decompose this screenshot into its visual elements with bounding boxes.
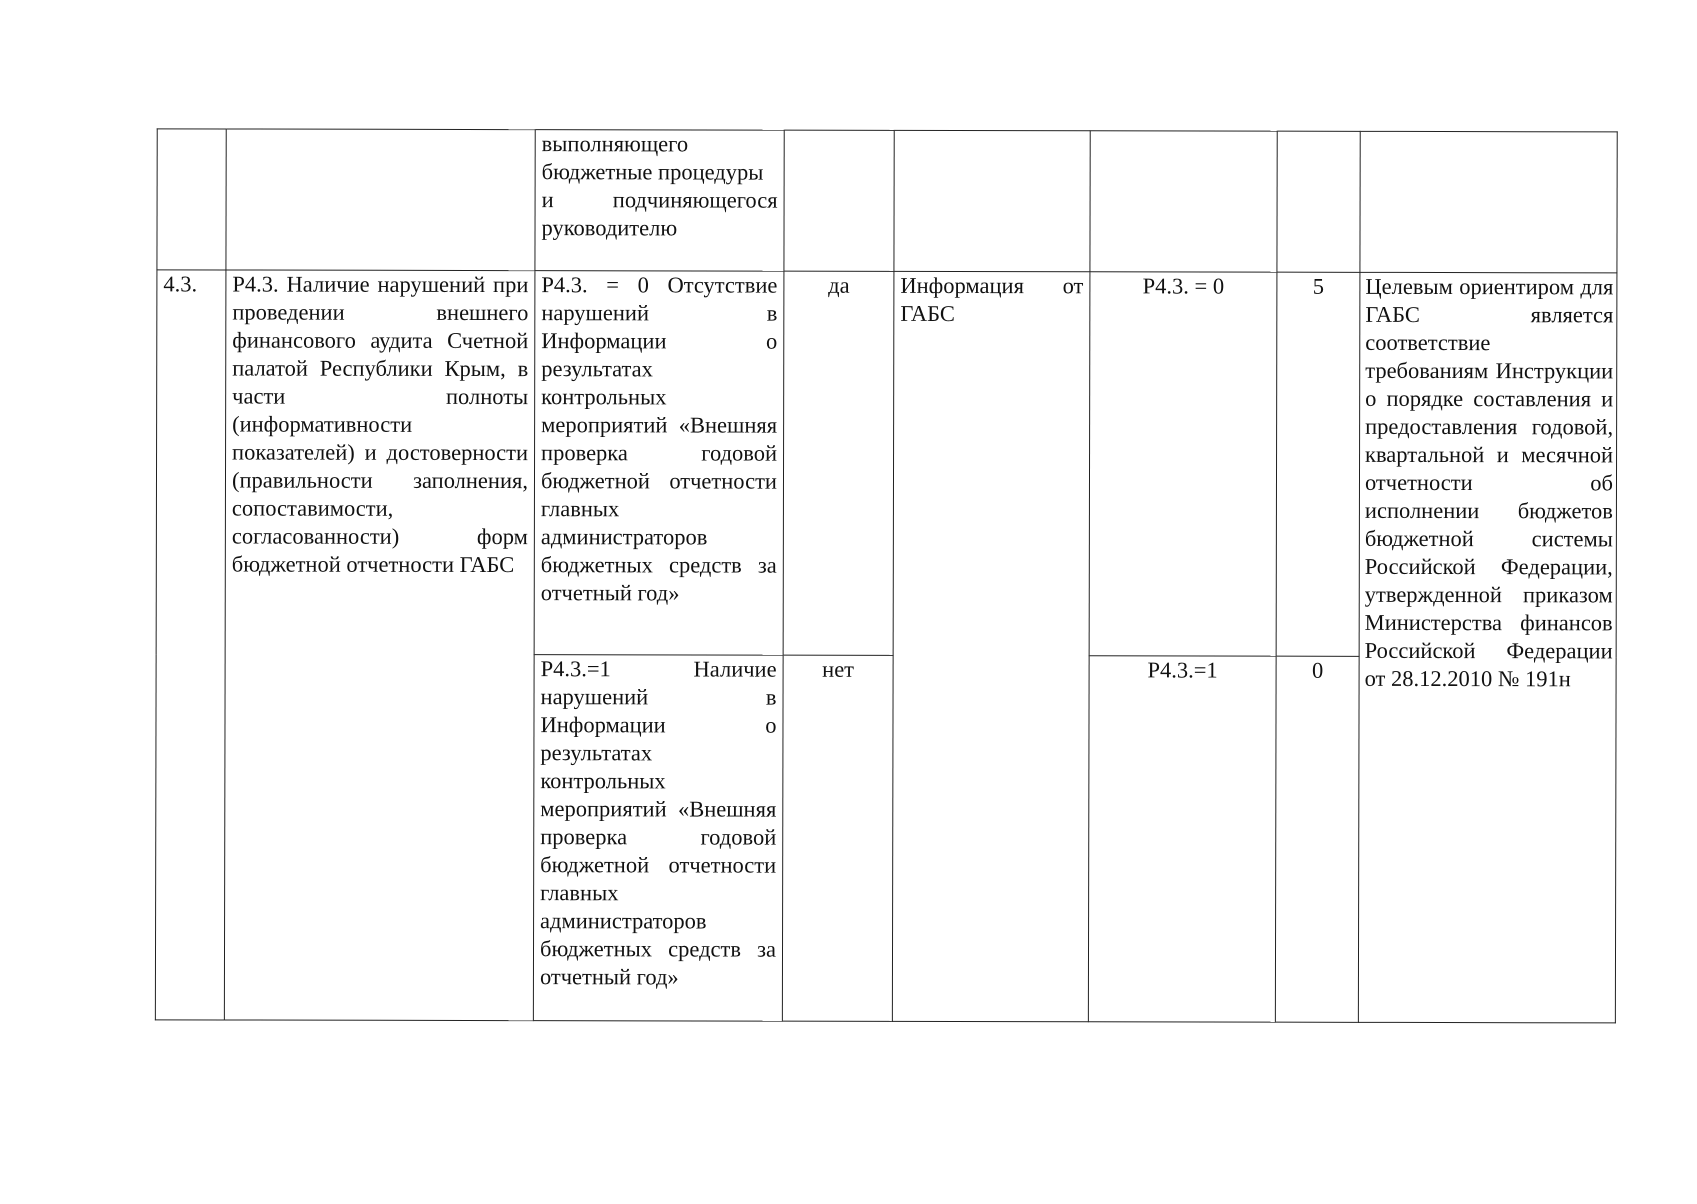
answer-text: да — [828, 272, 850, 298]
continuation-line: бюджетные процедуры — [541, 159, 764, 185]
condition-text: P4.3. = 0 Отсутствие нарушений в Информации о результатах контрольных мероприятий «Внешняя проверка годовой бюджетной отчетности главных администраторов бюджетных средств за отчетный год» — [540, 272, 778, 606]
source-text: Информация от ГАБС — [900, 272, 1084, 327]
row-number: 4.3. — [163, 271, 198, 297]
cell-score-1 — [1275, 656, 1359, 1022]
cell-indicator — [224, 270, 535, 1021]
answer-text: нет — [822, 656, 855, 682]
criteria-table — [155, 128, 1618, 1023]
cell-answer-0 — [783, 271, 894, 655]
cell-answer-1 — [782, 655, 893, 1021]
continuation-line: выполняющего — [541, 131, 689, 157]
cell-source — [892, 271, 1090, 1021]
cell-target-note — [1358, 272, 1617, 1023]
score-text: 5 — [1312, 273, 1325, 299]
continuation-line: и подчиняющегося — [541, 187, 778, 213]
cell-condition-1 — [533, 655, 783, 1022]
cell-empty-score — [1277, 131, 1360, 272]
cell-score-0 — [1276, 272, 1360, 656]
condition-text: P4.3.=1 Наличие нарушений в Информации о результатах контрольных мероприятий «Внешняя проверка годовой бюджетной отчетности главных администраторов бюджетных средств за отчетный год» — [539, 656, 777, 990]
option-row-no-violations — [156, 270, 1617, 657]
formula-text: P4.3. = 0 — [1142, 273, 1225, 299]
cell-empty-formula — [1090, 131, 1277, 272]
cell-empty-indicator — [226, 129, 535, 271]
cell-formula-1 — [1088, 656, 1276, 1022]
score-text: 0 — [1311, 657, 1324, 683]
cell-formula-0 — [1089, 272, 1277, 656]
cell-empty-note — [1360, 131, 1617, 273]
cell-row-number — [155, 270, 226, 1020]
formula-text: P4.3.=1 — [1147, 657, 1218, 683]
continuation-row — [157, 129, 1617, 273]
target-note-text: Целевым ориентиром для ГАБС является соответствие требованиям Инструкции о порядке составления и предоставления годовой, квартальной и месячной отчетности об исполнении бюджетов бюджетной системы Российской Федерации, утвержденной приказом Министерства финансов Российской Федерации от 28.12.2010 № 191н — [1364, 273, 1614, 692]
indicator-text: P4.3. Наличие нарушений при проведении внешнего финансового аудита Счетной палатой Республики Крым, в части полноты (информативности показателей) и достоверности (правильности заполнения, сопоставимости, согласованности) форм бюджетной отчетности ГАБС — [231, 271, 529, 578]
cell-empty-number — [157, 129, 226, 270]
continuation-line: руководителю — [541, 215, 678, 241]
cell-condition-0 — [534, 271, 784, 656]
cell-empty-answer — [784, 130, 894, 271]
cell-empty-source — [894, 130, 1090, 271]
cell-continuation-criterion — [535, 130, 784, 272]
